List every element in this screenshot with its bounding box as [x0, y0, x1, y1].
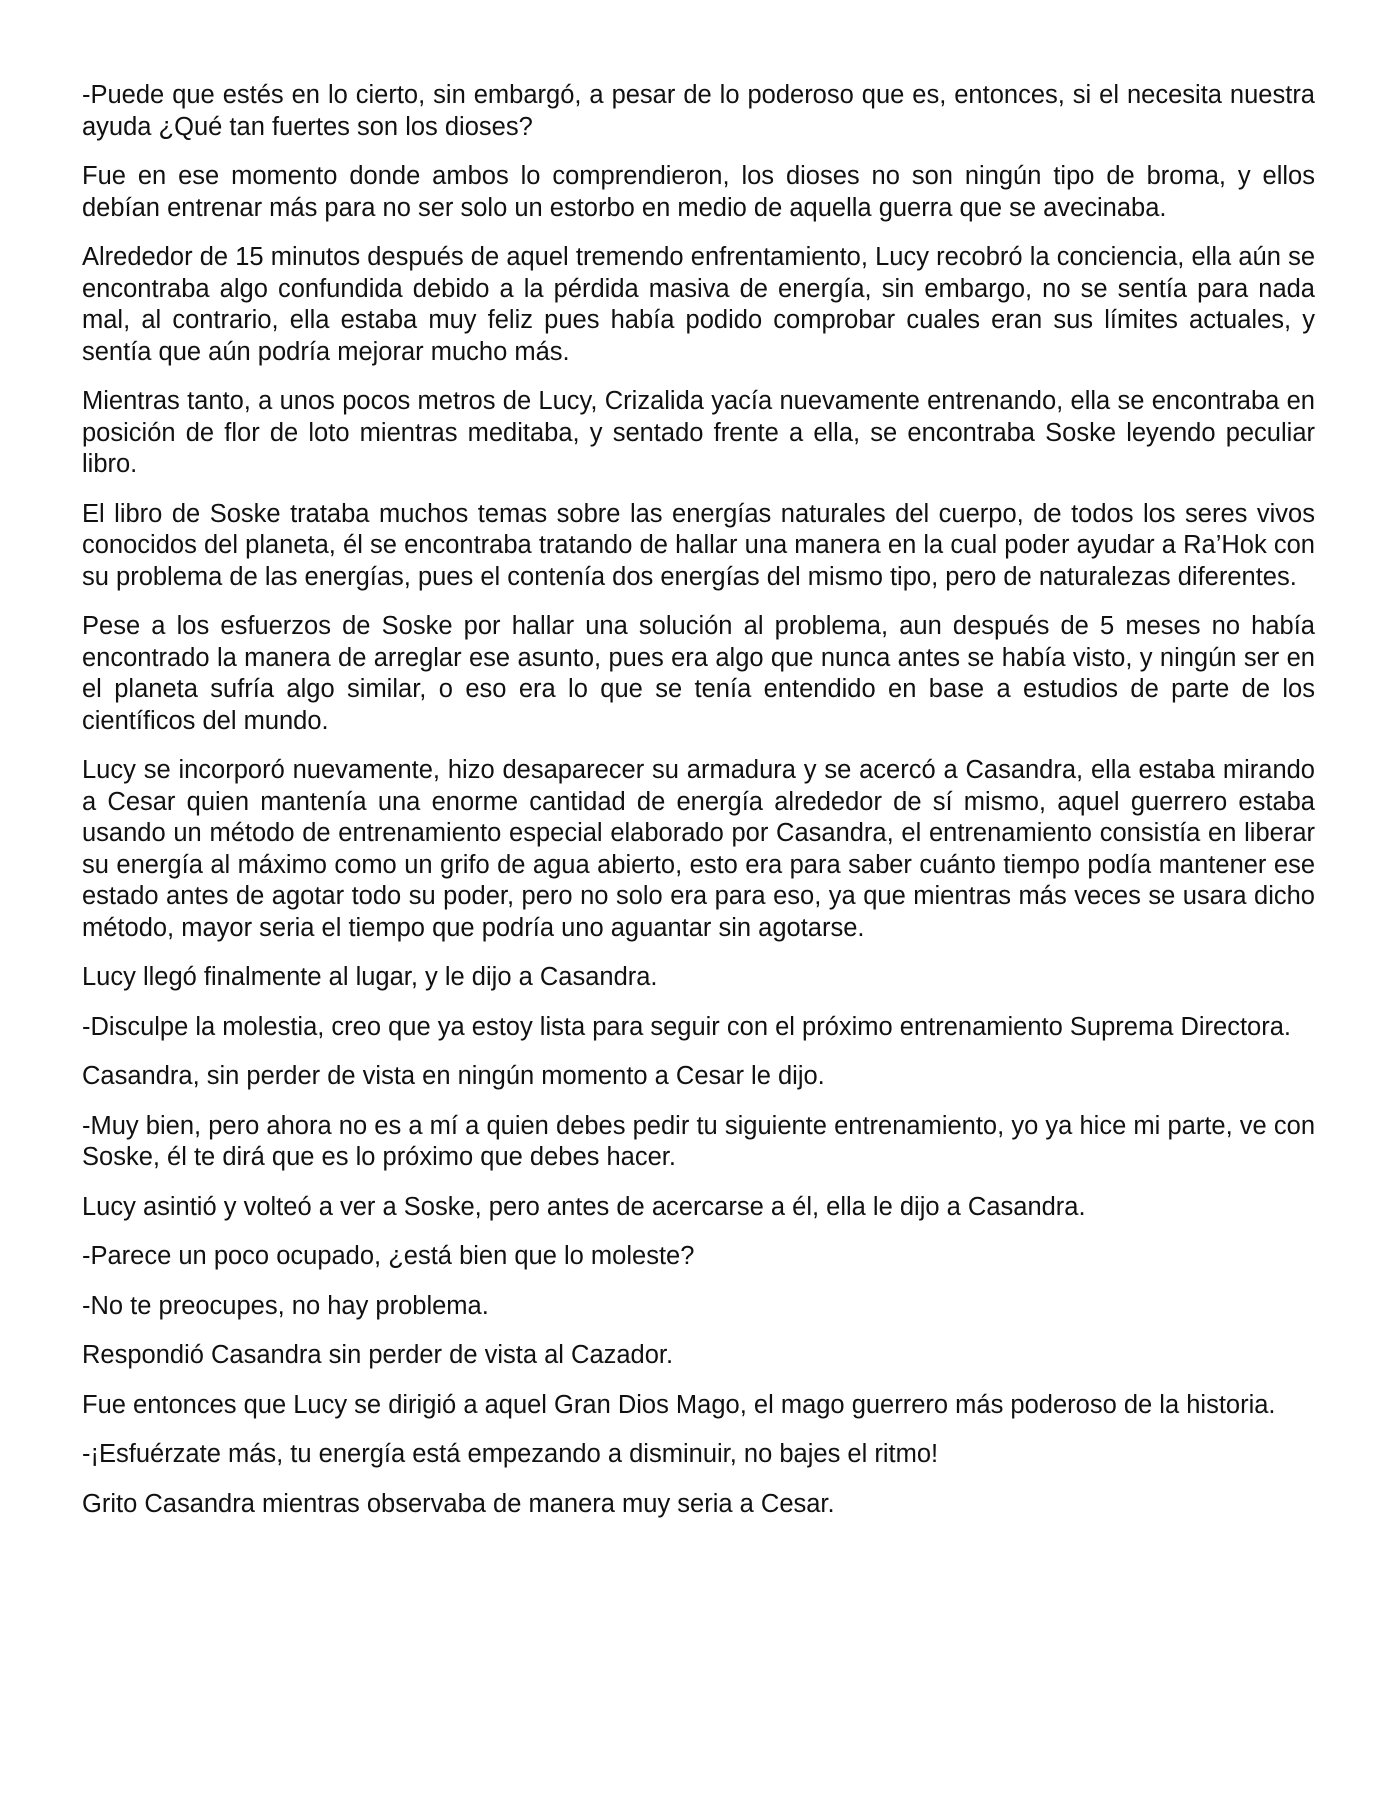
paragraph: Fue en ese momento donde ambos lo comprendieron, los dioses no son ningún tipo de broma, y ellos debían entrenar más para no ser solo un estorbo en medio de aquella guerra que se avecinaba.	[82, 162, 1315, 222]
paragraph: Lucy asintió y volteó a ver a Soske, pero antes de acercarse a él, ella le dijo a Casandra.	[82, 1192, 1086, 1221]
paragraph: -Muy bien, pero ahora no es a mí a quien debes pedir tu siguiente entrenamiento, yo ya hice mi parte, ve con Soske, él te dirá que es lo próximo que debes hacer.	[82, 1111, 1315, 1171]
paragraph: -No te preocupes, no hay problema.	[82, 1291, 489, 1320]
paragraph: Fue entonces que Lucy se dirigió a aquel Gran Dios Mago, el mago guerrero más poderoso de la historia.	[82, 1390, 1276, 1419]
paragraph: -¡Esfuérzate más, tu energía está empezando a disminuir, no bajes el ritmo!	[82, 1440, 939, 1468]
paragraph: Pese a los esfuerzos de Soske por hallar una solución al problema, aun después de 5 meses no había encontrado la manera de arreglar ese asunto, pues era algo que nunca antes se había visto, y ningún ser en el planeta sufría algo similar, o eso era lo que se tenía entendido en base a estudios de parte de los científicos del mundo.	[82, 612, 1315, 735]
paragraph: Lucy se incorporó nuevamente, hizo desaparecer su armadura y se acercó a Casandra, ella estaba mirando a Cesar quien mantenía una enorme cantidad de energía alrededor de sí mismo, aquel guerrero estaba usando un método de entrenamiento especial elaborado por Casandra, el entrenamiento consistía en liberar su energía al máximo como un grifo de agua abierto, esto era para saber cuánto tiempo podía mantener ese estado antes de agotar todo su poder, pero no solo era para eso, ya que mientras más veces se usara dicho método, mayor seria el tiempo que podría uno aguantar sin agotarse.	[82, 756, 1315, 942]
paragraph: Grito Casandra mientras observaba de manera muy seria a Cesar.	[82, 1489, 835, 1518]
document-page	[82, 80, 1315, 1538]
paragraph: Respondió Casandra sin perder de vista al Cazador.	[82, 1341, 674, 1369]
paragraph: -Parece un poco ocupado, ¿está bien que lo moleste?	[82, 1242, 695, 1270]
paragraph: El libro de Soske trataba muchos temas sobre las energías naturales del cuerpo, de todos los seres vivos conocidos del planeta, él se encontraba tratando de hallar una manera en la cual poder ayudar a Ra’Hok con su problema de las energías, pues el contenía dos energías del mismo tipo, pero de naturalezas diferentes.	[82, 499, 1315, 591]
paragraph: Mientras tanto, a unos pocos metros de Lucy, Crizalida yacía nuevamente entrenando, ella se encontraba en posición de flor de loto mientras meditaba, y sentado frente a ella, se encontraba Soske leyendo peculiar libro.	[82, 387, 1315, 478]
paragraph: Alrededor de 15 minutos después de aquel tremendo enfrentamiento, Lucy recobró la conciencia, ella aún se encontraba algo confundida debido a la pérdida masiva de energía, sin embargo, no se sentía para nada mal, al contrario, ella estaba muy feliz pues había podido comprobar cuales eran sus límites actuales, y sentía que aún podría mejorar mucho más.	[82, 243, 1315, 366]
paragraph: Lucy llegó finalmente al lugar, y le dijo a Casandra.	[82, 963, 658, 991]
paragraph: Casandra, sin perder de vista en ningún momento a Cesar le dijo.	[82, 1062, 825, 1090]
paragraph: -Disculpe la molestia, creo que ya estoy lista para seguir con el próximo entrenamiento Suprema Directora.	[82, 1012, 1291, 1041]
paragraph: -Puede que estés en lo cierto, sin embargó, a pesar de lo poderoso que es, entonces, si el necesita nuestra ayuda ¿Qué tan fuertes son los dioses?	[82, 81, 1315, 141]
